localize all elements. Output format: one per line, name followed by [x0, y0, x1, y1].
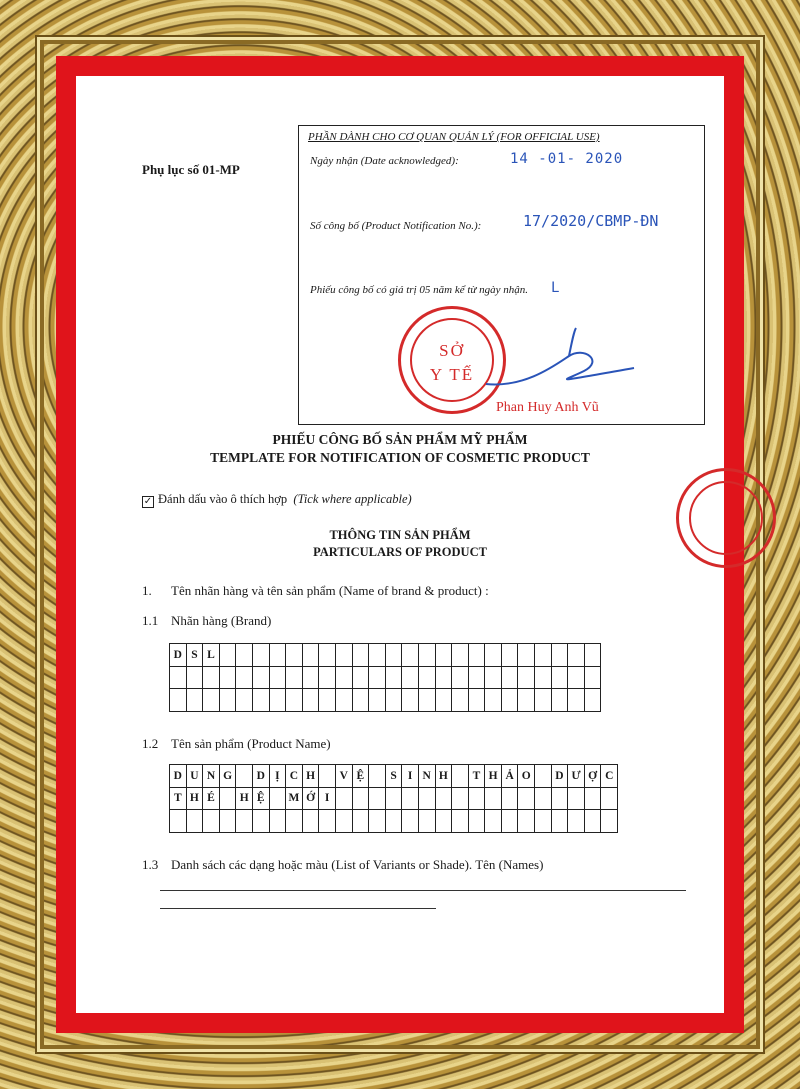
grid-cell — [219, 666, 236, 689]
grid-cell — [535, 787, 552, 810]
grid-cell: Ị — [269, 765, 286, 788]
grid-cell — [568, 787, 585, 810]
grid-cell — [402, 666, 419, 689]
grid-cell — [435, 689, 452, 712]
tick-instruction — [142, 492, 412, 508]
section-label: Tên nhãn hàng và tên sản phẩm (Name of brand & product) : — [171, 583, 489, 598]
grid-cell — [252, 689, 269, 712]
grid-cell — [501, 810, 518, 833]
company-seal-partial — [676, 468, 776, 568]
grid-cell: Ệ — [352, 765, 369, 788]
grid-cell — [584, 644, 601, 667]
grid-cell — [485, 689, 502, 712]
grid-cell — [302, 666, 319, 689]
official-use-box — [298, 125, 705, 425]
grid-cell — [418, 644, 435, 667]
grid-cell: H — [236, 787, 253, 810]
date-acknowledged-label: Ngày nhận (Date acknowledged): — [310, 155, 459, 167]
grid-cell — [252, 810, 269, 833]
grid-cell: N — [418, 765, 435, 788]
date-acknowledged-value: 14 -01- 2020 — [510, 151, 624, 167]
grid-cell — [335, 666, 352, 689]
grid-cell — [601, 810, 618, 833]
grid-cell — [286, 644, 303, 667]
tick-instruction-vi: Đánh dấu vào ô thích hợp — [158, 492, 288, 506]
grid-cell — [369, 644, 386, 667]
grid-cell — [236, 689, 253, 712]
grid-cell — [186, 689, 203, 712]
grid-cell — [402, 787, 419, 810]
document-page — [76, 76, 724, 1013]
grid-cell — [352, 689, 369, 712]
grid-cell: H — [435, 765, 452, 788]
grid-cell: S — [385, 765, 402, 788]
validity-handwritten-mark: L — [551, 280, 560, 296]
section-number: 1. — [142, 583, 152, 598]
grid-cell — [501, 644, 518, 667]
grid-cell — [335, 644, 352, 667]
grid-cell — [269, 644, 286, 667]
grid-cell — [186, 810, 203, 833]
grid-row — [170, 787, 618, 810]
grid-cell — [518, 689, 535, 712]
grid-cell — [170, 689, 187, 712]
grid-cell — [518, 787, 535, 810]
section-label: Tên sản phẩm (Product Name) — [171, 736, 331, 751]
grid-cell — [269, 689, 286, 712]
grid-cell — [452, 787, 469, 810]
grid-cell — [369, 787, 386, 810]
grid-cell — [584, 689, 601, 712]
grid-cell — [369, 810, 386, 833]
grid-cell: N — [203, 765, 220, 788]
grid-cell — [518, 644, 535, 667]
grid-cell — [452, 689, 469, 712]
section-1-1-heading — [142, 613, 271, 629]
grid-cell: D — [551, 765, 568, 788]
grid-cell: Ệ — [252, 787, 269, 810]
grid-cell: I — [402, 765, 419, 788]
grid-cell — [435, 666, 452, 689]
particulars-heading-en: PARTICULARS OF PRODUCT — [313, 545, 487, 559]
grid-cell: S — [186, 644, 203, 667]
grid-cell — [468, 787, 485, 810]
form-title-english: TEMPLATE FOR NOTIFICATION OF COSMETIC PRODUCT — [210, 450, 590, 465]
grid-cell — [269, 787, 286, 810]
grid-cell: H — [485, 765, 502, 788]
grid-cell: T — [170, 787, 187, 810]
grid-cell — [535, 765, 552, 788]
grid-cell — [501, 666, 518, 689]
grid-cell — [286, 810, 303, 833]
grid-cell — [203, 666, 220, 689]
grid-cell — [203, 689, 220, 712]
grid-cell — [236, 810, 253, 833]
grid-cell — [286, 689, 303, 712]
grid-cell: T — [468, 765, 485, 788]
checkbox-icon: ✓ — [143, 496, 153, 507]
grid-cell — [219, 689, 236, 712]
section-1-2-heading — [142, 736, 331, 752]
grid-cell — [584, 666, 601, 689]
grid-cell — [385, 644, 402, 667]
grid-cell — [335, 810, 352, 833]
grid-cell — [551, 787, 568, 810]
grid-cell — [452, 765, 469, 788]
grid-cell — [319, 644, 336, 667]
grid-cell: C — [601, 765, 618, 788]
section-1-3-heading — [142, 857, 543, 873]
validity-note: Phiếu công bố có giá trị 05 năm kể từ ngày nhận. — [310, 284, 529, 296]
section-number: 1.3 — [142, 857, 159, 872]
grid-cell: O — [518, 765, 535, 788]
grid-cell — [452, 810, 469, 833]
variants-fill-line — [160, 890, 686, 891]
grid-cell — [418, 810, 435, 833]
grid-cell — [435, 810, 452, 833]
variants-fill-line — [160, 908, 436, 909]
grid-cell: Ợ — [584, 765, 601, 788]
grid-cell — [468, 689, 485, 712]
stamp-text: SỞ Y TẾ — [429, 341, 475, 384]
grid-cell — [352, 810, 369, 833]
grid-cell: D — [170, 765, 187, 788]
grid-cell — [302, 644, 319, 667]
grid-cell: Ớ — [302, 787, 319, 810]
grid-cell — [601, 787, 618, 810]
grid-cell — [418, 689, 435, 712]
grid-cell — [369, 765, 386, 788]
grid-cell — [452, 666, 469, 689]
section-number: 1.2 — [142, 736, 159, 751]
grid-cell — [551, 689, 568, 712]
section-number: 1.1 — [142, 613, 159, 628]
grid-cell — [418, 787, 435, 810]
grid-cell — [319, 666, 336, 689]
grid-cell: L — [203, 644, 220, 667]
appendix-label: Phụ lục số 01-MP — [142, 162, 240, 177]
grid-cell — [219, 787, 236, 810]
grid-cell — [468, 666, 485, 689]
grid-cell — [402, 644, 419, 667]
notification-number-value: 17/2020/CBMP-ĐN — [523, 212, 659, 230]
grid-cell: H — [302, 765, 319, 788]
grid-cell: V — [335, 765, 352, 788]
grid-cell — [518, 810, 535, 833]
grid-cell — [335, 787, 352, 810]
section-label: Nhãn hàng (Brand) — [171, 613, 272, 628]
grid-cell — [584, 810, 601, 833]
grid-cell — [485, 644, 502, 667]
grid-cell — [369, 689, 386, 712]
grid-cell — [352, 644, 369, 667]
grid-cell — [568, 666, 585, 689]
grid-cell: D — [170, 644, 187, 667]
grid-cell — [402, 689, 419, 712]
grid-cell — [335, 689, 352, 712]
grid-cell — [518, 666, 535, 689]
grid-cell: D — [252, 765, 269, 788]
grid-row — [170, 810, 618, 833]
grid-cell — [352, 787, 369, 810]
grid-cell — [352, 666, 369, 689]
section-label: Danh sách các dạng hoặc màu (List of Variants or Shade). Tên (Names) — [171, 857, 544, 872]
grid-row — [170, 689, 601, 712]
grid-cell — [501, 787, 518, 810]
grid-row — [170, 644, 601, 667]
grid-cell — [170, 810, 187, 833]
brand-name-grid — [169, 643, 601, 712]
grid-cell — [468, 810, 485, 833]
grid-cell — [186, 666, 203, 689]
grid-cell — [485, 666, 502, 689]
grid-cell — [219, 810, 236, 833]
grid-cell — [435, 644, 452, 667]
notification-number-label: Số công bố (Product Notification No.): — [310, 220, 482, 232]
grid-cell — [418, 666, 435, 689]
grid-cell — [385, 787, 402, 810]
grid-cell — [468, 644, 485, 667]
grid-cell: M — [286, 787, 303, 810]
official-use-title: PHẦN DÀNH CHO CƠ QUAN QUẢN LÝ (FOR OFFICIAL USE) — [308, 131, 600, 143]
grid-cell: G — [219, 765, 236, 788]
grid-cell — [236, 765, 253, 788]
grid-cell — [551, 810, 568, 833]
grid-cell — [485, 810, 502, 833]
grid-cell — [385, 689, 402, 712]
grid-cell: É — [203, 787, 220, 810]
grid-cell: H — [186, 787, 203, 810]
particulars-heading-vi: THÔNG TIN SẢN PHẨM — [329, 528, 471, 542]
grid-cell — [252, 644, 269, 667]
grid-row — [170, 765, 618, 788]
grid-cell — [535, 689, 552, 712]
grid-cell — [584, 787, 601, 810]
grid-cell — [551, 666, 568, 689]
grid-cell — [535, 666, 552, 689]
tick-instruction-en: (Tick where applicable) — [293, 492, 412, 506]
grid-cell — [302, 810, 319, 833]
grid-cell — [269, 810, 286, 833]
grid-cell — [435, 787, 452, 810]
grid-cell — [402, 810, 419, 833]
grid-cell — [302, 689, 319, 712]
grid-cell — [568, 689, 585, 712]
grid-cell — [286, 666, 303, 689]
grid-cell — [385, 666, 402, 689]
product-name-grid — [169, 764, 618, 833]
signer-name: Phan Huy Anh Vũ — [496, 400, 599, 415]
grid-cell — [452, 644, 469, 667]
grid-cell — [551, 644, 568, 667]
grid-cell — [319, 765, 336, 788]
grid-cell — [170, 666, 187, 689]
grid-cell: Ả — [501, 765, 518, 788]
section-1-heading — [142, 583, 489, 599]
seal-inner-ring — [689, 481, 763, 555]
grid-cell: C — [286, 765, 303, 788]
grid-cell — [501, 689, 518, 712]
grid-cell — [269, 666, 286, 689]
grid-cell — [535, 644, 552, 667]
signature-icon — [484, 326, 654, 396]
grid-cell — [385, 810, 402, 833]
grid-cell — [485, 787, 502, 810]
grid-cell — [369, 666, 386, 689]
grid-cell — [252, 666, 269, 689]
grid-cell — [568, 810, 585, 833]
form-title-vietnamese: PHIẾU CÔNG BỐ SẢN PHẨM MỸ PHẨM — [272, 432, 528, 447]
grid-cell — [203, 810, 220, 833]
grid-cell: U — [186, 765, 203, 788]
grid-cell — [219, 644, 236, 667]
grid-row — [170, 666, 601, 689]
grid-cell — [236, 666, 253, 689]
grid-cell — [319, 689, 336, 712]
grid-cell — [568, 644, 585, 667]
grid-cell — [319, 810, 336, 833]
grid-cell: I — [319, 787, 336, 810]
grid-cell — [236, 644, 253, 667]
grid-cell — [535, 810, 552, 833]
grid-cell: Ư — [568, 765, 585, 788]
